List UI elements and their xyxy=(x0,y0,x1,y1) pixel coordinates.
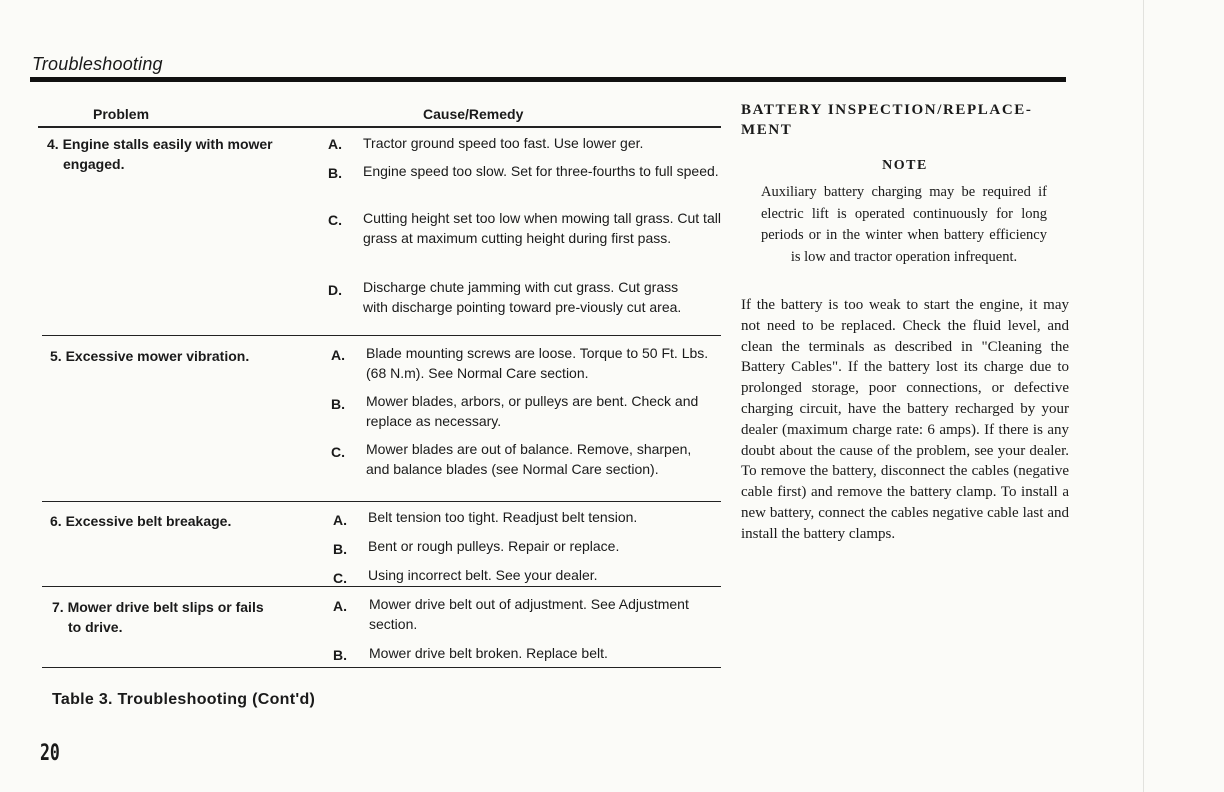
page-header-title: Troubleshooting xyxy=(32,54,163,74)
remedy-text: Bent or rough pulleys. Repair or replace. xyxy=(368,538,620,554)
problem-text-continued: to drive. xyxy=(68,619,123,635)
body-paragraph: If the battery is too weak to start the engine, it may not need to be replaced. Check the fluid level, and clean the terminals as described in "Cleaning the Battery Cables". If the battery lost its charge due to prolonged storage, poor connections, or defective charging circuit, have the battery recharged by your dealer (maximum charge rate: 6 amps). If there is any doubt about the cause of the problem, see your dealer. To remove the battery, disconnect the cables (negative cable first) and remove the battery clamp. To install a new battery, connect the cables negative cable last and install the battery clamps. xyxy=(741,297,1069,542)
remedy-letter: B. xyxy=(333,647,347,663)
page-fold-line xyxy=(1143,0,1144,792)
remedy-text: Mower drive belt out of adjustment. See Adjustment section. xyxy=(369,596,689,632)
battery-section xyxy=(741,100,1069,545)
problem-text: 5. Excessive mower vibration. xyxy=(50,348,250,364)
table-header-rule xyxy=(38,126,721,128)
problem-text: 7. Mower drive belt slips or fails xyxy=(52,599,264,615)
remedy-letter: B. xyxy=(333,541,347,557)
remedy-letter: A. xyxy=(328,136,342,152)
row-divider xyxy=(42,501,721,502)
remedy-text: Cutting height set too low when mowing tall grass. Cut tall grass at maximum cutting height during first pass. xyxy=(363,210,721,246)
cause-remedy-column-header: Cause/Remedy xyxy=(423,106,524,122)
row-divider xyxy=(42,335,721,336)
header-rule xyxy=(30,77,1066,82)
remedy-text: Engine speed too slow. Set for three-fourths to full speed. xyxy=(363,163,719,179)
problem-text: 4. Engine stalls easily with mower xyxy=(47,136,273,152)
remedy-text: Using incorrect belt. See your dealer. xyxy=(368,567,598,583)
remedy-letter: D. xyxy=(328,282,342,298)
table-bottom-rule xyxy=(42,667,721,668)
remedy-text: Mower drive belt broken. Replace belt. xyxy=(369,645,608,661)
remedy-letter: B. xyxy=(331,396,345,412)
remedy-letter: C. xyxy=(331,444,345,460)
problem-column-header: Problem xyxy=(93,106,150,122)
note-heading: NOTE xyxy=(882,158,928,173)
table-caption: Table 3. Troubleshooting (Cont'd) xyxy=(52,691,316,708)
remedy-letter: C. xyxy=(328,212,342,228)
remedy-text: Discharge chute jamming with cut grass. Cut grass with discharge pointing toward pre-viously cut area. xyxy=(363,279,682,315)
remedy-text: Tractor ground speed too fast. Use lower ger. xyxy=(363,135,644,151)
row-divider xyxy=(42,586,721,587)
remedy-letter: A. xyxy=(333,512,347,528)
remedy-letter: B. xyxy=(328,165,342,181)
note-text: Auxiliary battery charging may be required if electric lift is operated continuously for long periods or in the winter when battery efficiency is low and tractor operation infrequent. xyxy=(761,184,1047,265)
page-number: 20 xyxy=(40,741,60,766)
remedy-letter: A. xyxy=(331,347,345,363)
remedy-text: Belt tension too tight. Readjust belt tension. xyxy=(368,509,638,525)
remedy-text: Mower blades, arbors, or pulleys are bent. Check and replace as necessary. xyxy=(366,393,699,429)
problem-text-continued: engaged. xyxy=(63,156,125,172)
problem-text: 6. Excessive belt breakage. xyxy=(50,513,232,529)
remedy-text: Blade mounting screws are loose. Torque to 50 Ft. Lbs. (68 N.m). See Normal Care section. xyxy=(366,345,709,381)
remedy-text: Mower blades are out of balance. Remove, sharpen, and balance blades (see Normal Care section). xyxy=(366,441,692,477)
section-title: BATTERY INSPECTION/REPLACE-MENT xyxy=(741,102,1033,138)
remedy-letter: C. xyxy=(333,570,347,586)
remedy-letter: A. xyxy=(333,598,347,614)
